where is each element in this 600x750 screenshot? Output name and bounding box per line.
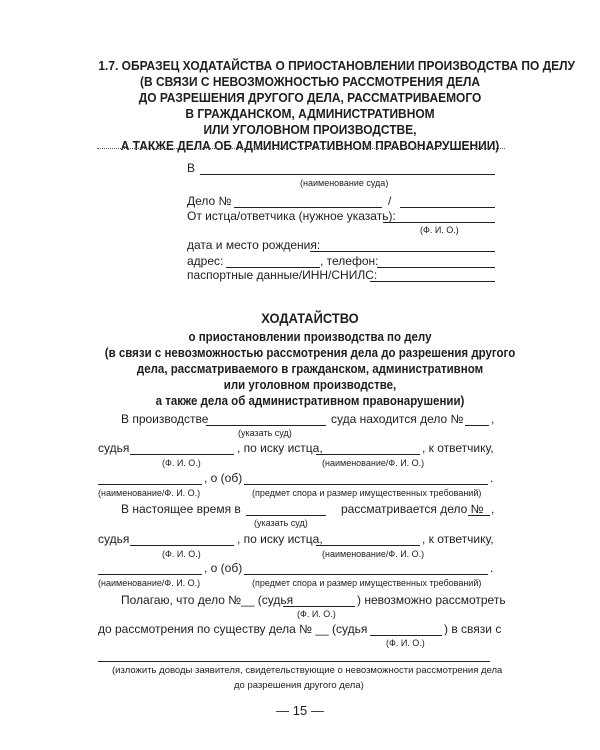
- defendant-field-1[interactable]: [98, 484, 202, 485]
- caption-fio-2: (Ф. И. О.): [162, 549, 201, 559]
- caption-name-fio-4: (наименование/Ф. И. О.): [98, 578, 201, 588]
- judge-label-1: судья: [98, 441, 130, 455]
- heading-line: 1.7. ОБРАЗЕЦ ХОДАТАЙСТВА О ПРИОСТАНОВЛЕНИИ ПРОИЗВОДСТВА ПО ДЕЛУ: [98, 58, 575, 73]
- judge-field-4[interactable]: [370, 635, 442, 636]
- birth-field[interactable]: [310, 251, 495, 252]
- period-1: .: [490, 471, 494, 485]
- defendant-field-2[interactable]: [98, 574, 202, 575]
- caption-reasons-1: (изложить доводы заявителя, свидетельствующие о невозможности рассмотрения дела: [112, 665, 503, 676]
- reasons-field[interactable]: [98, 661, 490, 662]
- judge-field-2[interactable]: [130, 545, 234, 546]
- p2-mid: рассматривается дело №: [341, 502, 484, 516]
- petition-title-main: ХОДАТАЙСТВО: [261, 310, 359, 326]
- petition-title-line: дела, рассматриваемого в гражданском, административном: [136, 362, 484, 376]
- caption-fio-1: (Ф. И. О.): [162, 458, 201, 468]
- case-no-field-2[interactable]: [468, 515, 490, 516]
- caption-name-fio-1: (наименование/Ф. И. О.): [322, 458, 425, 468]
- court-field-2[interactable]: [246, 515, 326, 516]
- to-defendant-2: , к ответчику,: [422, 532, 494, 546]
- subject-field-2[interactable]: [244, 574, 488, 575]
- case-number-field[interactable]: [234, 207, 382, 208]
- phone-field[interactable]: [377, 267, 495, 268]
- case-no-field-1[interactable]: [465, 425, 489, 426]
- caption-subject-1: (предмет спора и размер имущественных требований): [252, 488, 482, 498]
- heading-line: А ТАКЖЕ ДЕЛА ОБ АДМИНИСТРАТИВНОМ ПРАВОНАРУШЕНИИ): [120, 138, 500, 153]
- party-caption: (Ф. И. О.): [420, 225, 459, 235]
- caption-name-fio-3: (наименование/Ф. И. О.): [322, 549, 425, 559]
- claim-label-1: , по иску истца,: [237, 441, 323, 455]
- case-slash: /: [388, 194, 392, 208]
- case-label: Дело №: [187, 194, 232, 208]
- party-label: От истца/ответчика (нужное указать):: [187, 209, 396, 223]
- p1-end: ,: [491, 412, 495, 426]
- period-2: .: [490, 561, 494, 575]
- judge-field-3[interactable]: [283, 606, 355, 607]
- p2-start: В настоящее время в: [121, 502, 241, 516]
- petition-title-line: о приостановлении производства по делу: [188, 330, 432, 344]
- birth-label: дата и место рождения:: [187, 238, 321, 252]
- judge-field-1[interactable]: [130, 454, 234, 455]
- p1-start: В производстве: [121, 412, 209, 426]
- caption-name-fio-2: (наименование/Ф. И. О.): [98, 488, 201, 498]
- claim-label-2: , по иску истца,: [237, 532, 323, 546]
- petition-title: [98, 310, 521, 409]
- caption-subject-2: (предмет спора и размер имущественных требований): [252, 578, 482, 588]
- heading-line: (В СВЯЗИ С НЕВОЗМОЖНОСТЬЮ РАССМОТРЕНИЯ ДЕЛА: [140, 74, 480, 89]
- passport-label: паспортные данные/ИНН/СНИЛС:: [187, 268, 378, 282]
- petition-title-line: или уголовном производстве,: [223, 378, 397, 392]
- p4-start: до рассмотрения по существу дела № __ (судья: [98, 622, 368, 636]
- p1-mid: суда находится дело №: [331, 412, 464, 426]
- caption-reasons-2: до разрешения другого дела): [234, 680, 364, 691]
- plaintiff-field-1[interactable]: [316, 454, 420, 455]
- passport-field[interactable]: [370, 281, 495, 282]
- court-caption: (наименование суда): [300, 178, 389, 188]
- heading-line: ИЛИ УГОЛОВНОМ ПРОИЗВОДСТВЕ,: [203, 122, 417, 137]
- to-defendant-1: , к ответчику,: [422, 441, 494, 455]
- caption-court-1: (указать суд): [238, 428, 292, 438]
- party-name-field[interactable]: [383, 222, 495, 223]
- section-heading: [98, 58, 575, 154]
- p4-end: ) в связи с: [444, 622, 502, 636]
- heading-line: В ГРАЖДАНСКОМ, АДМИНИСТРАТИВНОМ: [185, 106, 435, 121]
- p3-start: Полагаю, что дело №__ (судья: [121, 593, 294, 607]
- petition-title-line: а также дела об административном правонарушении): [155, 394, 465, 408]
- plaintiff-field-2[interactable]: [316, 545, 420, 546]
- court-prefix: В: [187, 161, 196, 175]
- address-label: адрес:: [187, 254, 224, 268]
- petition-title-line: (в связи с невозможностью рассмотрения дела до разрешения другого: [104, 346, 516, 360]
- heading-line: ДО РАЗРЕШЕНИЯ ДРУГОГО ДЕЛА, РАССМАТРИВАЕМОГО: [138, 90, 482, 105]
- caption-fio-3: (Ф. И. О.): [297, 609, 336, 619]
- page-number: — 15 —: [276, 703, 324, 718]
- court-name-field[interactable]: [200, 174, 495, 175]
- judge-label-2: судья: [98, 532, 130, 546]
- court-field-1[interactable]: [206, 425, 326, 426]
- phone-label: , телефон:: [320, 254, 379, 268]
- dotted-divider: [97, 148, 505, 149]
- about-2: , о (об): [204, 561, 243, 575]
- case-year-field[interactable]: [400, 207, 495, 208]
- caption-court-2: (указать суд): [254, 518, 308, 528]
- p3-end: ) невозможно рассмотреть: [357, 593, 506, 607]
- caption-fio-4: (Ф. И. О.): [386, 638, 425, 648]
- p2-end: ,: [491, 502, 495, 516]
- subject-field-1[interactable]: [244, 484, 488, 485]
- about-1: , о (об): [204, 471, 243, 485]
